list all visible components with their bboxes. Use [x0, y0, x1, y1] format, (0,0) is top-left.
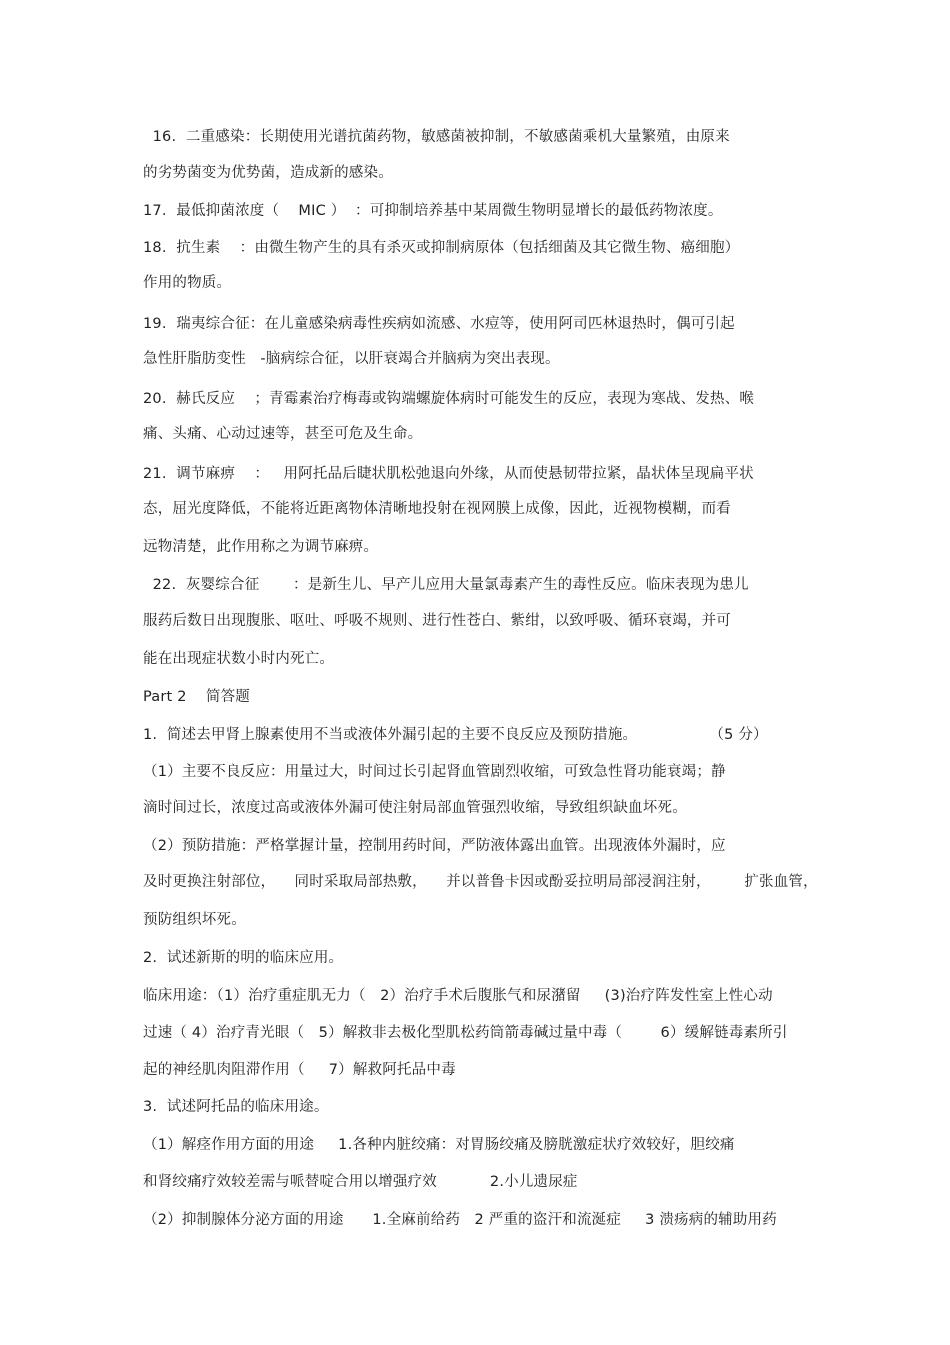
text-line: 22. 灰婴综合征 ：是新生儿、早产儿应用大量氯毒素产生的毒性反应。临床表现为患儿: [143, 577, 749, 593]
text-line: 18. 抗生素 ：由微生物产生的具有杀灭或抑制病原体（包括细菌及其它微生物、癌细胞）: [143, 240, 740, 256]
text-line: 起的神经肌肉阻滞作用（ 7）解救阿托品中毒: [143, 1062, 456, 1078]
text-line: 态，屈光度降低，不能将近距离物体清晰地投射在视网膜上成像，因此，近视物模糊，而看: [143, 501, 731, 517]
text-line: 临床用途：（1）治疗重症肌无力（ 2）治疗手术后腹胀气和尿潴留 (3)治疗阵发性室上性心动: [143, 988, 773, 1004]
text-line: 19. 瑞夷综合征：在儿童感染病毒性疾病如流感、水痘等，使用阿司匹林退热时，偶可引起: [143, 316, 735, 332]
text-line: 过速（ 4）治疗青光眼（ 5）解救非去极化型肌松药筒箭毒碱过量中毒（ 6）缓解链毒素所引: [143, 1025, 788, 1041]
text-line: 20. 赫氏反应 ；青霉素治疗梅毒或钩端螺旋体病时可能发生的反应，表现为寒战、发热、喉: [143, 391, 755, 407]
text-line: 16. 二重感染：长期使用光谱抗菌药物，敏感菌被抑制，不敏感菌乘机大量繁殖，由原来: [143, 129, 730, 145]
text-line: 远物清楚，此作用称之为调节麻痹。: [143, 539, 379, 555]
text-line: 急性肝脂肪变性 -脑病综合征，以肝衰竭合并脑病为突出表现。: [143, 351, 560, 367]
text-line: 21. 调节麻痹 ： 用阿托品后睫状肌松弛退向外缘，从而使悬韧带拉紧，晶状体呈现扁平状: [143, 466, 754, 482]
text-line: 服药后数日出现腹胀、呕吐、呼吸不规则、进行性苍白、紫绀，以致呼吸、循环衰竭，并可: [143, 613, 731, 629]
section-heading: Part 2 简答题: [143, 689, 250, 705]
text-line: 痛、头痛、心动过速等，甚至可危及生命。: [143, 426, 423, 442]
text-line: 及时更换注射部位， 同时采取局部热敷， 并以普鲁卡因或酚妥拉明局部浸润注射， 扩张血管，: [143, 874, 818, 890]
text-line: 滴时间过长，浓度过高或液体外漏可使注射局部血管强烈收缩，导致组织缺血坏死。: [143, 800, 687, 816]
text-line: （1）主要不良反应：用量过大，时间过长引起肾血管剧烈收缩，可致急性肾功能衰竭；静: [143, 764, 726, 780]
text-line: 和肾绞痛疗效较差需与哌替啶合用以增强疗效 2.小儿遗尿症: [143, 1174, 578, 1190]
text-line: （1）解痉作用方面的用途 1.各种内脏绞痛：对胃肠绞痛及膀胱激症状疗效较好，胆绞痛: [143, 1137, 735, 1153]
question-line: 3. 试述阿托品的临床用途。: [143, 1099, 329, 1115]
question-line: 2. 试述新斯的明的临床应用。: [143, 950, 344, 966]
text-line: （2）抑制腺体分泌方面的用途 1.全麻前给药 2 严重的盗汗和流涎症 3 溃疡病的辅助用药: [143, 1212, 777, 1228]
text-line: 预防组织坏死。: [143, 912, 246, 928]
text-line: 17. 最低抑菌浓度（ MIC ） ：可抑制培养基中某周微生物明显增长的最低药物浓度。: [143, 203, 723, 219]
question-line: 1. 简述去甲肾上腺素使用不当或液体外漏引起的主要不良反应及预防措施。 （5 分）: [143, 727, 768, 743]
text-line: （2）预防措施：严格掌握计量，控制用药时间，严防液体露出血管。出现液体外漏时，应: [143, 838, 726, 854]
text-line: 的劣势菌变为优势菌，造成新的感染。: [143, 165, 393, 181]
text-line: 能在出现症状数小时内死亡。: [143, 651, 335, 667]
text-line: 作用的物质。: [143, 275, 232, 291]
